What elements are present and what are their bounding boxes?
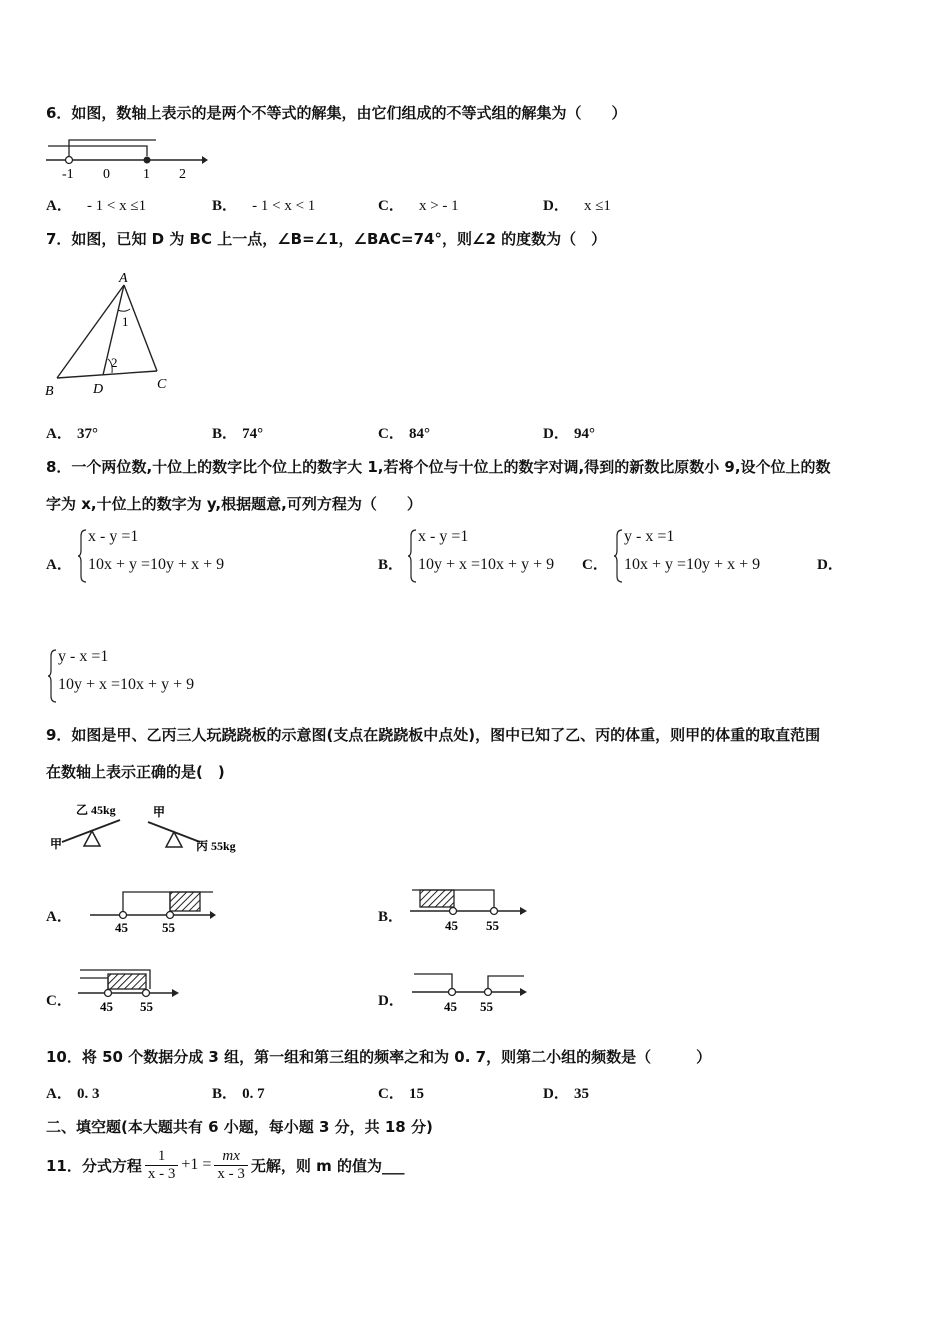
option-label: A． xyxy=(46,198,72,214)
q7-stem: 7．如图，已知 D 为 BC 上一点，∠B=∠1，∠BAC=74°，则∠2 的度数为（ ） xyxy=(46,230,607,248)
tick-45: 45 xyxy=(115,920,128,935)
equation-1: x - y =1 xyxy=(88,528,139,545)
brace-icon xyxy=(614,528,624,584)
q8-stem-line2: 字为 x,十位上的数字为 y,根据题意,可列方程为（ ） xyxy=(46,495,422,513)
q8-stem-line1: 8．一个两位数,十位上的数字比个位上的数字大 1,若将个位与十位上的数字对调,得到的新数比原数小 9,设个位上的数 xyxy=(46,458,831,476)
tick-label-1: 1 xyxy=(143,167,150,182)
option-text: - 1 < x ≤1 xyxy=(86,198,147,214)
q7-triangle-figure xyxy=(40,265,180,405)
q7-option-a[interactable] xyxy=(46,422,98,443)
option-text: - 1 < x < 1 xyxy=(252,198,316,214)
tick-label-neg1: -1 xyxy=(62,167,74,182)
q6-number-line-figure xyxy=(44,132,214,182)
q7-option-b[interactable] xyxy=(212,422,263,443)
tick-55: 55 xyxy=(162,920,175,935)
option-label: A． xyxy=(46,1086,72,1102)
q8-option-c-label[interactable]: C． xyxy=(582,557,608,573)
fraction-1-numerator: 1 xyxy=(145,1148,179,1166)
equation-2: 10x + y =10y + x + 9 xyxy=(624,556,761,573)
option-label: B． xyxy=(212,426,238,442)
q7-option-c[interactable] xyxy=(378,422,430,443)
vertex-d-label: D xyxy=(93,382,104,397)
option-label: D． xyxy=(543,1086,569,1102)
option-text: x > - 1 xyxy=(418,198,459,214)
tick-55: 55 xyxy=(480,999,493,1014)
arrow-icon xyxy=(520,907,527,915)
option-label: A． xyxy=(46,426,72,442)
side-bc xyxy=(57,371,157,378)
angle2-label: 2 xyxy=(111,355,118,370)
fraction-2-denominator: x - 3 xyxy=(217,1165,245,1182)
option-label: B． xyxy=(212,1086,238,1102)
equation-1: y - x =1 xyxy=(58,648,109,665)
q11-plus-one: +1 = xyxy=(181,1156,212,1173)
q8-option-c-system[interactable] xyxy=(614,528,789,584)
q9-option-a-number-line[interactable] xyxy=(88,884,228,936)
q10-option-b[interactable] xyxy=(212,1082,265,1103)
option-label: D． xyxy=(543,198,569,214)
option-text: 84° xyxy=(408,426,430,442)
tick-45: 45 xyxy=(100,999,113,1014)
q8-option-a-label[interactable]: A． xyxy=(46,557,72,573)
equation-1: x - y =1 xyxy=(418,528,469,545)
tick-55: 55 xyxy=(140,999,153,1014)
q6-option-c[interactable] xyxy=(378,194,459,215)
option-label: C． xyxy=(378,1086,404,1102)
q9-option-a-label[interactable]: A． xyxy=(46,909,72,925)
q9-stem-line1: 9．如图是甲、乙丙三人玩跷跷板的示意图(支点在跷跷板中点处)，图中已知了乙、丙的体重，则甲的体重的取直范围 xyxy=(46,726,821,744)
q9-seesaw-figure xyxy=(48,798,258,858)
option-label: D． xyxy=(543,426,569,442)
angle1-arc xyxy=(118,309,130,311)
angle1-label: 1 xyxy=(122,314,129,329)
q11-line xyxy=(46,1142,405,1188)
q8-option-a-system[interactable] xyxy=(78,528,258,584)
q6-option-a[interactable] xyxy=(46,194,146,215)
vertex-a-label: A xyxy=(119,271,128,286)
q8-option-d-label[interactable]: D． xyxy=(817,557,843,573)
solution-ray-gt-neg1 xyxy=(69,140,156,156)
q7-option-d[interactable] xyxy=(543,422,595,443)
option-text: x ≤1 xyxy=(583,198,611,214)
tick-label-0: 0 xyxy=(103,167,110,182)
tick-55: 55 xyxy=(486,918,499,933)
q9-option-c-label[interactable]: C． xyxy=(46,993,72,1009)
section-2-title: 二、填空题(本大题共有 6 小题，每小题 3 分，共 18 分) xyxy=(46,1118,433,1136)
q11-fraction-1 xyxy=(145,1148,179,1183)
open-dot xyxy=(66,157,73,164)
brace-icon xyxy=(408,528,418,584)
q9-option-d-number-line[interactable] xyxy=(410,966,540,1018)
equation-1: y - x =1 xyxy=(624,528,675,545)
q9-option-b-label[interactable]: B． xyxy=(378,909,404,925)
arrow-icon xyxy=(210,911,216,919)
q10-option-a[interactable] xyxy=(46,1082,99,1103)
option-text: 35 xyxy=(573,1086,589,1102)
axis-arrow-icon xyxy=(202,156,208,164)
option-text: 0. 3 xyxy=(76,1086,100,1102)
option-text: 94° xyxy=(573,426,595,442)
arrow-icon xyxy=(172,989,179,997)
option-text: 0. 7 xyxy=(242,1086,265,1102)
tick-45: 45 xyxy=(445,918,458,933)
option-text: 74° xyxy=(242,426,264,442)
q9-option-c-number-line[interactable] xyxy=(76,966,196,1018)
option-label: C． xyxy=(378,198,404,214)
person-jia-1: 甲 xyxy=(50,837,63,851)
q9-option-d-label[interactable]: D． xyxy=(378,993,404,1009)
q11-suffix[interactable]: 无解，则 m 的值为___ xyxy=(250,1156,405,1175)
q6-option-b[interactable] xyxy=(212,194,315,215)
vertex-b-label: B xyxy=(45,384,54,399)
person-jia-2: 甲 xyxy=(153,805,166,819)
tick-45: 45 xyxy=(444,999,457,1014)
q9-option-b-number-line[interactable] xyxy=(408,884,538,936)
equation-2: 10y + x =10x + y + 9 xyxy=(418,556,555,573)
q11-prefix: 11．分式方程 xyxy=(46,1156,142,1175)
side-ac xyxy=(124,285,157,371)
vertex-c-label: C xyxy=(157,377,167,392)
q10-stem: 10．将 50 个数据分成 3 组，第一组和第三组的频率之和为 0. 7，则第二小组的频数是（ ） xyxy=(46,1048,712,1066)
option-text: 37° xyxy=(76,426,98,442)
q6-stem: 6．如图，数轴上表示的是两个不等式的解集，由它们组成的不等式组的解集为（ ） xyxy=(46,104,627,122)
person-yi-weight: 乙 45kg xyxy=(76,803,116,817)
equation-2: 10x + y =10y + x + 9 xyxy=(88,556,225,573)
option-label: C． xyxy=(378,426,404,442)
arrow-icon xyxy=(520,988,527,996)
fraction-1-denominator: x - 3 xyxy=(147,1165,176,1182)
q10-option-d[interactable] xyxy=(543,1082,589,1103)
q8-option-b-label[interactable]: B． xyxy=(378,557,404,573)
brace-icon xyxy=(48,648,58,704)
q11-fraction-2 xyxy=(214,1148,248,1183)
closed-dot xyxy=(144,157,151,164)
tick-label-2: 2 xyxy=(179,167,186,182)
brace-icon xyxy=(78,528,88,584)
solution-ray-le-1 xyxy=(48,146,147,156)
equation-2: 10y + x =10x + y + 9 xyxy=(58,676,195,693)
option-label: B． xyxy=(212,198,238,214)
q8-option-d-system[interactable] xyxy=(48,648,228,704)
q9-stem-line2: 在数轴上表示正确的是( ) xyxy=(46,763,225,781)
q10-option-c[interactable] xyxy=(378,1082,424,1103)
person-bing-weight: 丙 55kg xyxy=(196,839,236,853)
seesaw-board-1 xyxy=(62,820,120,842)
q6-option-d[interactable] xyxy=(543,194,611,215)
q8-option-b-system[interactable] xyxy=(408,528,578,584)
fraction-2-numerator: mx xyxy=(214,1148,248,1166)
option-text: 15 xyxy=(408,1086,424,1102)
